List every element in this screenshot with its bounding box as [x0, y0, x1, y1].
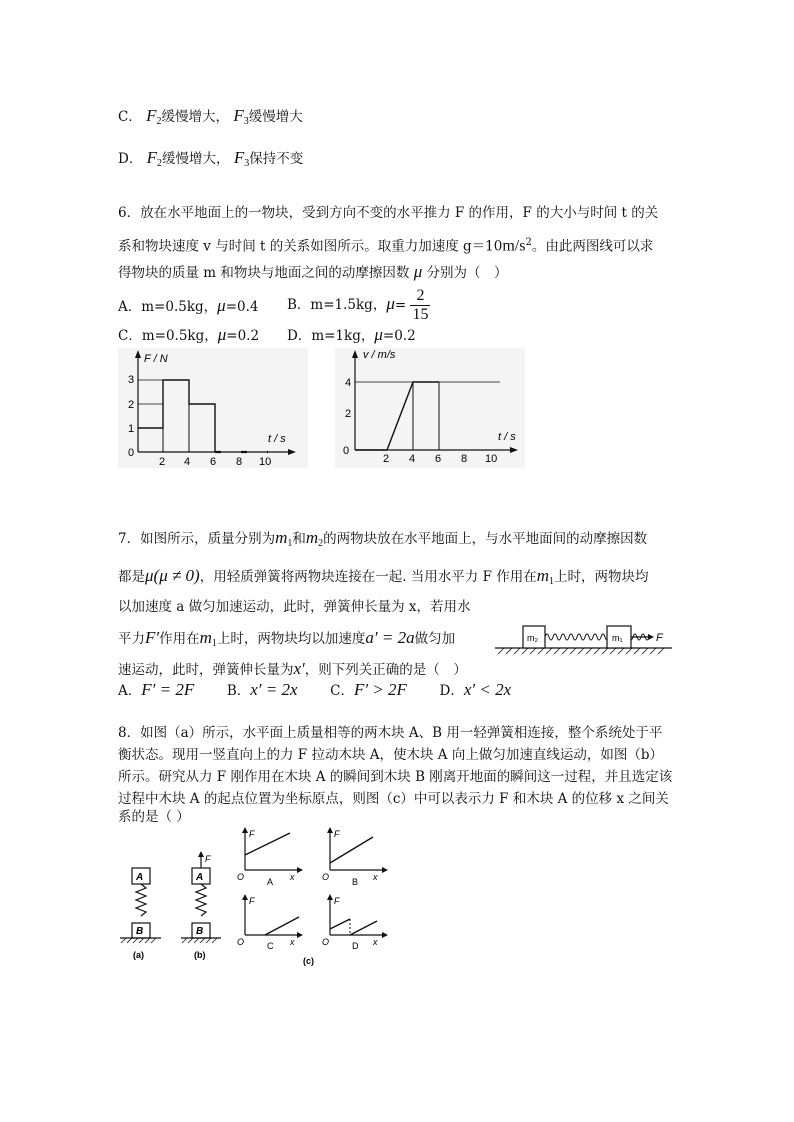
caption-a: (a)	[133, 950, 144, 960]
block-m2-label: m₂	[527, 633, 538, 643]
q8-figure	[115, 825, 395, 970]
graph-label-b: B	[352, 877, 359, 887]
svg-text:F: F	[334, 896, 340, 906]
ground-hatch	[498, 648, 664, 654]
svg-text:F: F	[205, 854, 211, 864]
block-m1-label: m₁	[612, 633, 623, 643]
q6-stem-line2: 系和物块速度 v 与时间 t 的关系如图所示。取重力加速度 $g=10m/s^2$。由此两图线可以求	[118, 237, 654, 255]
svg-text:B: B	[196, 926, 204, 937]
x-tick: 6	[210, 456, 217, 468]
q6-option-b: B．m=1.5kg，μ= $\frac{2}{15}$	[287, 287, 429, 323]
svg-text:O: O	[237, 937, 245, 947]
line-b	[330, 837, 373, 863]
q8-stem-line2: 衡状态。现用一竖直向上的力 F 拉动木块 A，使木块 A 向上做匀加速直线运动，如图（b）	[118, 747, 663, 763]
q5-option-d	[118, 148, 303, 174]
x-tick: 10	[259, 456, 272, 468]
figure-b	[181, 851, 221, 960]
y-tick: 2	[128, 399, 135, 411]
svg-text:A: A	[136, 872, 144, 883]
x-tick: 8	[461, 453, 468, 465]
x-tick: 4	[184, 456, 191, 468]
y-axis-label: F / N	[144, 353, 168, 365]
line-d-part2	[350, 921, 377, 935]
y-tick: 4	[345, 377, 352, 389]
q7-stem-line3: 以加速度 a 做匀加速运动，此时，弹簧伸长量为 x，若用水	[118, 599, 471, 615]
x-axis-label: t / s	[268, 433, 286, 445]
option-text: 缓慢增大，	[162, 151, 230, 167]
q7-option-c: C．F′ > 2F	[330, 680, 407, 699]
y-tick: 0	[128, 447, 135, 459]
q5-option-c	[118, 106, 303, 132]
x-tick: 6	[435, 453, 442, 465]
svg-text:O: O	[322, 872, 330, 882]
q7-spring-blocks-figure	[490, 616, 680, 661]
graph-label-d: D	[352, 941, 359, 951]
y-tick: 2	[345, 408, 352, 420]
q6-option-c: C．m=0.5kg，μ=0.2	[118, 325, 260, 344]
x-tick: 2	[159, 456, 166, 468]
y-tick: 3	[128, 374, 135, 386]
graph-a	[237, 827, 303, 887]
q8-stem-line4: 过程中木块 A 的起点位置为坐标原点，则图（c）中可以表示力 F 和木块 A 的位移 x 之间关	[118, 791, 669, 807]
svg-text:F: F	[249, 896, 255, 906]
svg-text:A: A	[196, 872, 204, 883]
f2-symbol: $F_2$	[146, 106, 162, 127]
q7-option-d: D．x′ < 2x	[439, 680, 512, 699]
f2-symbol: $F_2$	[146, 148, 163, 169]
y-axis-label: v / m/s	[363, 349, 396, 361]
graph-d	[322, 894, 388, 951]
q7-stem-line5: 速运动，此时，弹簧伸长量为x′，则下列关正确的是（ ）	[118, 659, 467, 678]
q7-options	[118, 680, 511, 701]
graph-label-c: C	[267, 941, 274, 951]
svg-text:B: B	[136, 926, 144, 937]
svg-text:F: F	[249, 829, 255, 839]
x-tick: 2	[383, 453, 390, 465]
svg-text:x: x	[290, 937, 295, 947]
svg-text:x: x	[290, 872, 295, 882]
graph-c	[237, 894, 303, 951]
x-axis-label: t / s	[498, 431, 516, 443]
q7-stem-line4: 平力F′作用在$m_1$上时，两物块均以加速度a′ = 2a做匀加	[118, 628, 456, 649]
graph-b	[322, 827, 388, 887]
option-letter: D．	[118, 151, 143, 167]
caption-b: (b)	[194, 950, 206, 960]
option-letter: C．	[118, 109, 142, 125]
x-tick: 8	[236, 456, 243, 468]
svg-text:x: x	[373, 937, 378, 947]
q7-stem-line1: 7．如图所示，质量分别为$m_1$和$m_2$的两物块放在水平地面上，与水平地面间的动摩擦因数	[118, 528, 648, 549]
q6-stem-line3: 得物块的质量 m 和物块与地面之间的动摩擦因数 μ 分别为（ ）	[118, 262, 508, 281]
q6-option-a: A．m=0.5kg，μ=0.4	[118, 296, 259, 315]
fraction-2-15: $\frac{2}{15}$	[412, 287, 429, 323]
spring-b	[196, 884, 206, 916]
f3-symbol: $F_3$	[233, 148, 250, 169]
option-text: 缓慢增大，	[161, 109, 230, 125]
q8-stem-line1: 8．如图（a）所示，水平面上质量相等的两木块 A、B 用一轻弹簧相连接，整个系统处于平	[118, 725, 663, 741]
svg-text:O: O	[322, 937, 330, 947]
force-label: F	[656, 632, 663, 644]
line-d-part1	[330, 919, 350, 929]
figure-a	[120, 868, 161, 960]
q6-option-d: D．m=1kg，μ=0.2	[287, 325, 416, 344]
q7-option-b: B．x′ = 2x	[226, 680, 298, 699]
svg-text:F: F	[334, 829, 340, 839]
q6-force-time-graph	[118, 348, 308, 468]
svg-text:O: O	[237, 872, 245, 882]
svg-text:x: x	[373, 872, 378, 882]
graph-label-a: A	[267, 877, 274, 887]
f3-symbol: $F_3$	[233, 106, 249, 127]
option-text: 保持不变	[249, 151, 304, 167]
y-tick: 1	[128, 423, 135, 435]
caption-c: (c)	[303, 956, 314, 966]
q8-stem-line5: 系的是（ ）	[118, 809, 190, 825]
q7-stem-line2: 都是μ(μ ≠ 0)，用轻质弹簧将两物块连接在一起. 当用水平力 F 作用在$m_1$上时，两物块均	[118, 566, 649, 587]
line-c	[265, 917, 299, 935]
q6-velocity-time-graph	[335, 348, 525, 468]
q7-option-a: A．F′ = 2F	[118, 680, 195, 699]
y-tick: 0	[343, 445, 350, 457]
x-tick: 10	[485, 453, 498, 465]
x-tick: 4	[409, 453, 416, 465]
q6-stem-line1: 6．放在水平地面上的一物块，受到方向不变的水平推力 F 的作用，F 的大小与时间 t 的关	[118, 205, 659, 221]
spring-a	[136, 884, 146, 916]
option-text: 缓慢增大	[248, 109, 303, 125]
q8-stem-line3: 所示。研究从力 F 刚作用在木块 A 的瞬间到木块 B 刚离开地面的瞬间这一过程，并且选定该	[118, 769, 673, 785]
